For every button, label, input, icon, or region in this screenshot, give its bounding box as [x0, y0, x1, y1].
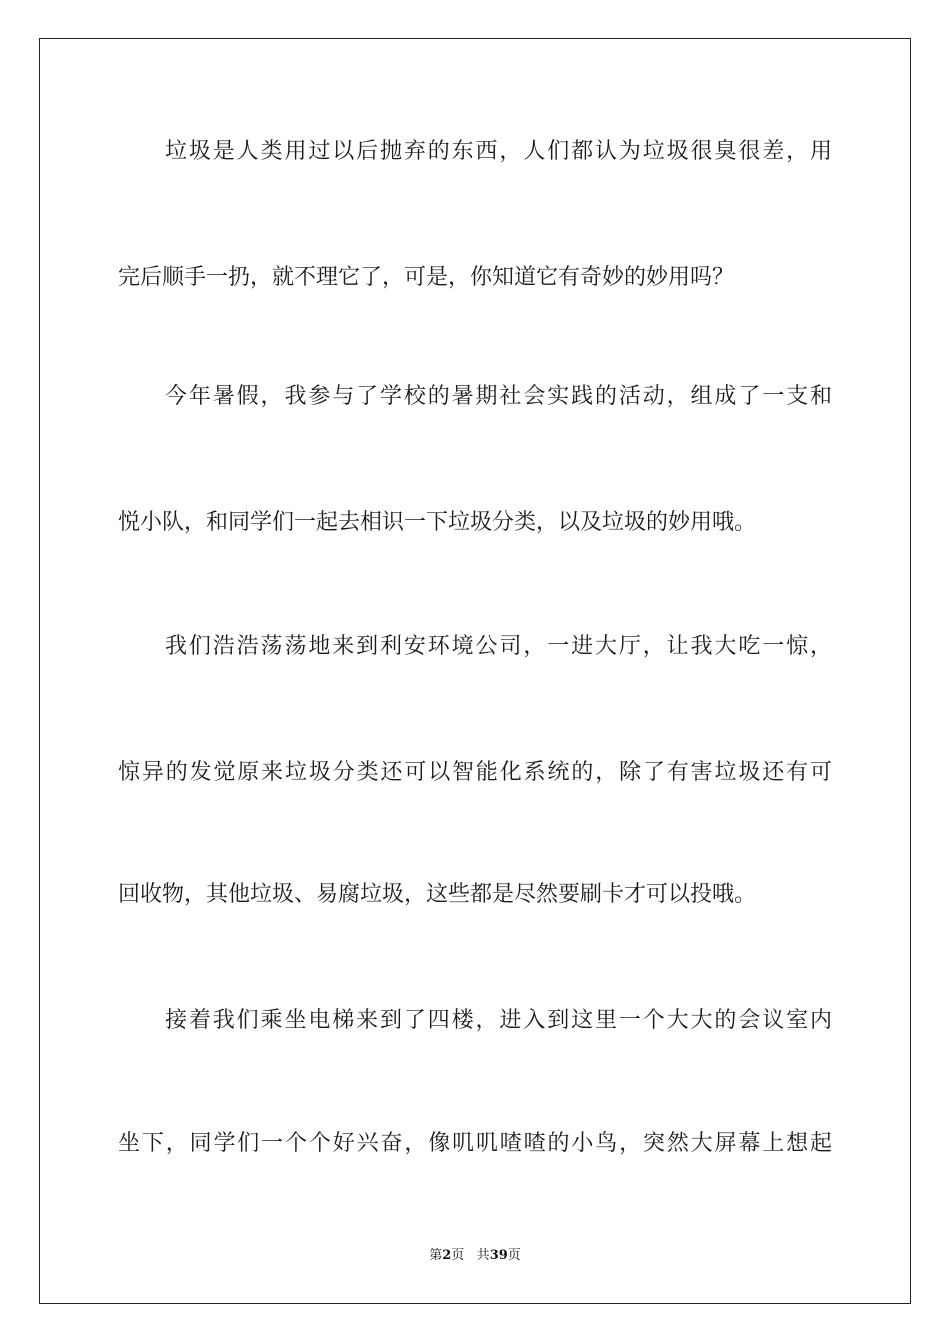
total-suffix: 页	[507, 1248, 521, 1263]
paragraph-3-line-2: 惊异的发觉原来垃圾分类还可以智能化系统的，除了有害垃圾还有可	[118, 760, 832, 785]
paragraph-3-line-3: 回收物，其他垃圾、易腐垃圾，这些都是尽然要刷卡才可以投哦。	[118, 882, 757, 907]
total-pages: 39	[489, 1248, 508, 1263]
paragraph-1-line-1: 垃圾是人类用过以后抛弃的东西，人们都认为垃圾很臭很差，用	[165, 139, 832, 164]
paragraph-3-line-1: 我们浩浩荡荡地来到利安环境公司，一进大厅，让我大吃一惊，	[165, 634, 832, 659]
page-border	[39, 38, 911, 1304]
paragraph-4-line-1: 接着我们乘坐电梯来到了四楼，进入到这里一个大大的会议室内	[165, 1008, 832, 1033]
page-prefix: 第	[429, 1248, 443, 1263]
paragraph-1-line-2: 完后顺手一扔，就不理它了，可是，你知道它有奇妙的妙用吗？	[118, 265, 735, 290]
total-prefix: 共	[476, 1248, 490, 1263]
page-suffix: 页	[451, 1248, 465, 1263]
paragraph-2-line-2: 悦小队，和同学们一起去相识一下垃圾分类，以及垃圾的妙用哦。	[118, 510, 757, 535]
paragraph-2-line-1: 今年暑假，我参与了学校的暑期社会实践的活动，组成了一支和	[165, 384, 832, 409]
page-footer	[0, 1247, 950, 1265]
paragraph-4-line-2: 坐下，同学们一个个好兴奋，像叽叽喳喳的小鸟，突然大屏幕上想起	[118, 1131, 832, 1156]
page-number: 2	[442, 1248, 452, 1263]
